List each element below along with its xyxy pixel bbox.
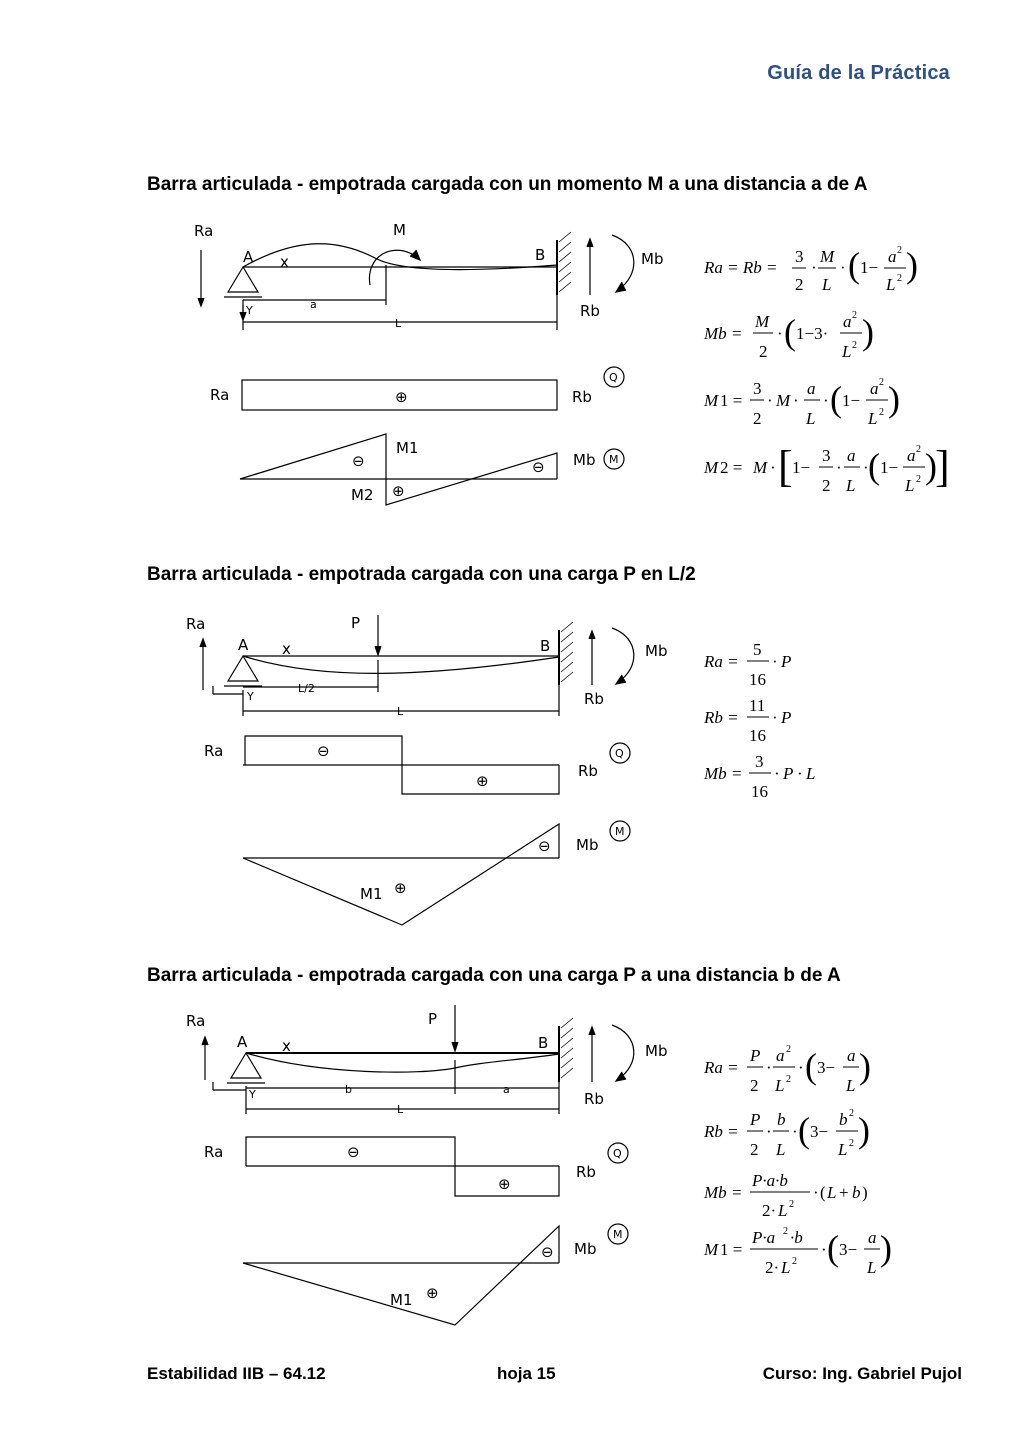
label-Rb: Rb (584, 1090, 604, 1108)
svg-text:a: a (907, 446, 916, 465)
label-Q: Q (613, 1147, 622, 1160)
sign-plus: ⊕ (395, 388, 408, 406)
svg-text:a: a (807, 379, 816, 398)
svg-text:·b: ·b (790, 1228, 803, 1247)
svg-text:2·: 2· (762, 1201, 777, 1220)
label-L2: L/2 (298, 682, 315, 695)
svg-text:·: · (811, 258, 817, 277)
svg-text:2: 2 (916, 474, 921, 485)
svg-text:b: b (839, 1110, 848, 1129)
svg-text:2: 2 (822, 476, 831, 495)
svg-text:a: a (870, 379, 879, 398)
svg-text:2: 2 (786, 1074, 791, 1085)
svg-text:(: ( (798, 1110, 810, 1150)
svg-text:[: [ (778, 442, 793, 491)
label-Mb: Mb (645, 642, 668, 660)
svg-text:L: L (886, 275, 896, 294)
beam-diagram-2 (200, 615, 634, 925)
svg-text:·: · (767, 391, 773, 410)
svg-text:a: a (847, 446, 856, 465)
svg-text:·: · (772, 652, 778, 671)
svg-text:Ra =: Ra = (704, 1058, 739, 1077)
label-Rb-q: Rb (578, 762, 598, 780)
label-L: L (395, 317, 402, 330)
sign-minus: ⊖ (352, 452, 365, 470)
svg-text:+: + (839, 1183, 849, 1202)
svg-text:1−: 1− (842, 391, 861, 410)
label-Rb: Rb (584, 690, 604, 708)
svg-text:·: · (863, 458, 869, 477)
svg-text:·: · (770, 458, 776, 477)
svg-text:·: · (772, 708, 778, 727)
svg-text:2: 2 (792, 1256, 797, 1267)
svg-text:3: 3 (755, 752, 764, 771)
formula-s3-ra (703, 1044, 871, 1095)
label-Y: Y (249, 1088, 256, 1101)
svg-text:1−: 1− (860, 258, 879, 277)
svg-text:M: M (755, 312, 770, 331)
label-Mb-m: Mb (573, 451, 596, 469)
svg-text:): ) (862, 312, 874, 352)
svg-text:M: M (820, 247, 835, 266)
svg-text:2: 2 (750, 1076, 759, 1095)
label-x: x (282, 1037, 291, 1055)
svg-text:3: 3 (753, 379, 762, 398)
svg-text:]: ] (935, 442, 950, 491)
svg-text:16: 16 (749, 670, 766, 689)
svg-text:L: L (905, 476, 915, 495)
svg-text:b: b (777, 1110, 786, 1129)
svg-text:·: · (836, 458, 842, 477)
svg-text:2: 2 (783, 1226, 788, 1237)
svg-text:2: 2 (897, 273, 902, 284)
svg-text:2: 2 (759, 342, 768, 361)
label-B: B (535, 246, 546, 264)
svg-text:(: ( (848, 245, 860, 285)
sign-plus: ⊕ (426, 1284, 439, 1302)
svg-text:P·a·b: P·a·b (752, 1171, 788, 1190)
label-M2: M2 (351, 486, 374, 504)
svg-text:2: 2 (786, 1044, 791, 1055)
label-Mcirc: M (615, 825, 625, 838)
sign-minus: ⊖ (541, 1243, 554, 1261)
svg-text:L: L (838, 1140, 848, 1159)
svg-text:·: · (792, 1122, 798, 1141)
section-title-3: Barra articulada - empotrada cargada con una carga P a una distancia b de A (147, 965, 841, 986)
svg-text:·: · (766, 1122, 772, 1141)
svg-text:L: L (781, 1258, 791, 1277)
label-B: B (538, 1034, 549, 1052)
svg-text:1−: 1− (880, 458, 899, 477)
page-header-title: Guía de la Práctica (767, 62, 950, 84)
label-A: A (237, 1033, 248, 1051)
svg-text:L: L (842, 342, 852, 361)
svg-text:2: 2 (852, 340, 857, 351)
beam-diagram-1 (198, 232, 634, 505)
svg-text:2: 2 (879, 407, 884, 418)
svg-text:M: M (704, 391, 719, 410)
svg-text:2: 2 (753, 409, 762, 428)
svg-text:L: L (822, 275, 832, 294)
formula-s3-m1 (703, 1226, 892, 1277)
svg-text:·: · (840, 258, 846, 277)
svg-text:3−: 3− (839, 1240, 858, 1259)
svg-text:L: L (806, 409, 816, 428)
formula-s2-ra (703, 640, 791, 689)
svg-text:): ) (858, 1110, 870, 1150)
label-Mcirc: M (609, 453, 619, 466)
label-Ra-q: Ra (204, 742, 224, 760)
formula-s1-m1 (703, 377, 900, 428)
svg-text:P: P (783, 764, 794, 783)
svg-text:P·a: P·a (752, 1228, 776, 1247)
svg-text:·: · (766, 1058, 772, 1077)
svg-text:M: M (704, 1240, 719, 1259)
svg-text:M: M (776, 391, 791, 410)
svg-text:L: L (806, 764, 816, 783)
svg-text:·: · (774, 764, 780, 783)
label-x: x (280, 253, 289, 271)
svg-text:(: ( (784, 312, 796, 352)
svg-text:2: 2 (849, 1108, 854, 1119)
label-Rb-q: Rb (576, 1163, 596, 1181)
label-M1: M1 (360, 885, 383, 903)
svg-text:): ) (880, 1228, 892, 1268)
label-Mb: Mb (641, 250, 664, 268)
svg-text:P: P (781, 652, 792, 671)
label-Q: Q (609, 371, 618, 384)
label-B: B (540, 637, 551, 655)
svg-text:L: L (776, 1140, 786, 1159)
svg-text:): ) (859, 1046, 871, 1086)
svg-text:M: M (753, 458, 768, 477)
formula-s3-mb (703, 1171, 868, 1220)
svg-text:P: P (750, 1110, 761, 1129)
svg-text:·: · (793, 391, 799, 410)
beam-diagram-3 (202, 1005, 634, 1325)
label-Y: Y (246, 304, 253, 317)
label-Rb: Rb (580, 302, 600, 320)
label-P: P (351, 614, 361, 632)
svg-text:11: 11 (749, 696, 766, 715)
label-Ra-q: Ra (204, 1143, 224, 1161)
svg-text:Rb =: Rb = (704, 708, 739, 727)
svg-text:1−: 1− (792, 458, 811, 477)
svg-text:2: 2 (879, 377, 884, 388)
formula-s2-rb (703, 696, 791, 745)
svg-text:L: L (778, 1201, 788, 1220)
svg-text:L: L (846, 1076, 856, 1095)
svg-text:1 =: 1 = (720, 1240, 743, 1259)
label-Mb-m: Mb (574, 1240, 597, 1258)
svg-text:(: ( (820, 1183, 826, 1202)
label-Ra: Ra (186, 1012, 206, 1030)
sign-plus: ⊕ (476, 772, 489, 790)
svg-text:5: 5 (753, 640, 762, 659)
sign-minus: ⊖ (538, 837, 551, 855)
label-L: L (397, 1103, 404, 1116)
sign-minus: ⊖ (317, 742, 330, 760)
svg-text:P: P (781, 708, 792, 727)
section-title-2: Barra articulada - empotrada cargada con una carga P en L/2 (147, 564, 696, 585)
svg-text:a: a (776, 1046, 785, 1065)
svg-text:3−: 3− (810, 1122, 829, 1141)
formula-s3-rb (703, 1108, 870, 1159)
svg-text:3: 3 (822, 446, 831, 465)
label-a: a (310, 298, 317, 311)
svg-text:Mb =: Mb = (704, 324, 743, 343)
svg-text:3: 3 (795, 247, 804, 266)
svg-text:L: L (868, 409, 878, 428)
svg-text:2: 2 (916, 444, 921, 455)
label-Y: Y (247, 690, 254, 703)
label-a: a (503, 1083, 510, 1096)
svg-text:(: ( (868, 446, 880, 486)
svg-text:Ra =: Ra = (704, 652, 739, 671)
svg-text:a: a (888, 247, 897, 266)
formula-s1-m2 (703, 442, 950, 495)
svg-text:·: · (797, 764, 803, 783)
svg-text:L: L (775, 1076, 785, 1095)
footer-course: Estabilidad IIB – 64.12 (147, 1364, 326, 1383)
svg-text:16: 16 (751, 782, 768, 801)
formulas (703, 245, 950, 1277)
label-M1: M1 (390, 1291, 413, 1309)
svg-text:·: · (777, 324, 783, 343)
label-Q: Q (615, 747, 624, 760)
svg-text:): ) (888, 379, 900, 419)
svg-text:a: a (843, 312, 852, 331)
svg-text:): ) (862, 1183, 868, 1202)
label-Mb-m: Mb (576, 836, 599, 854)
svg-text:2: 2 (849, 1138, 854, 1149)
svg-text:a: a (868, 1228, 877, 1247)
svg-text:·: · (798, 1058, 804, 1077)
svg-text:(: ( (827, 1228, 839, 1268)
svg-text:(: ( (830, 379, 842, 419)
svg-text:L: L (827, 1183, 837, 1202)
label-Mcirc: M (613, 1228, 623, 1241)
svg-text:): ) (906, 245, 918, 285)
section-title-1: Barra articulada - empotrada cargada con un momento M a una distancia a de A (147, 174, 868, 195)
label-M: M (393, 221, 406, 239)
svg-text:L: L (867, 1258, 877, 1277)
svg-text:Rb =: Rb = (704, 1122, 739, 1141)
label-A: A (238, 636, 249, 654)
svg-text:3−: 3− (817, 1058, 836, 1077)
svg-text:L: L (846, 476, 856, 495)
svg-text:2: 2 (852, 310, 857, 321)
svg-text:Mb =: Mb = (704, 764, 743, 783)
svg-text:·: · (813, 1183, 819, 1202)
formula-s1-mb (703, 310, 874, 361)
svg-text:Ra = Rb =: Ra = Rb = (704, 258, 778, 277)
formula-s1-ra-rb (703, 245, 918, 294)
svg-text:2: 2 (750, 1140, 759, 1159)
svg-text:a: a (847, 1046, 856, 1065)
label-A: A (243, 248, 254, 266)
sign-minus: ⊖ (347, 1143, 360, 1161)
svg-text:M: M (704, 458, 719, 477)
label-Ra: Ra (186, 615, 206, 633)
svg-text:(: ( (805, 1046, 817, 1086)
svg-text:Mb =: Mb = (704, 1183, 743, 1202)
sign-plus: ⊕ (392, 482, 405, 500)
svg-text:16: 16 (749, 726, 766, 745)
svg-text:·: · (821, 1240, 827, 1259)
label-M1: M1 (396, 439, 419, 457)
sign-plus: ⊕ (394, 879, 407, 897)
label-x: x (282, 640, 291, 658)
label-b: b (345, 1083, 352, 1096)
label-P: P (428, 1010, 438, 1028)
svg-text:2·: 2· (765, 1258, 780, 1277)
formula-s2-mb (703, 752, 815, 801)
svg-text:1 =: 1 = (720, 391, 743, 410)
label-Ra-q: Ra (210, 386, 230, 404)
svg-text:P: P (750, 1046, 761, 1065)
svg-text:b: b (852, 1183, 861, 1202)
label-Ra: Ra (194, 222, 214, 240)
footer-instructor: Curso: Ing. Gabriel Pujol (762, 1364, 962, 1383)
label-L: L (397, 705, 404, 718)
svg-text:2 =: 2 = (720, 458, 743, 477)
svg-text:): ) (925, 446, 937, 486)
footer-page: hoja 15 (497, 1364, 556, 1383)
svg-text:2: 2 (897, 245, 902, 256)
sign-minus: ⊖ (532, 458, 545, 476)
svg-text:·: · (823, 391, 829, 410)
label-Mb: Mb (645, 1042, 668, 1060)
sign-plus: ⊕ (498, 1175, 511, 1193)
svg-text:2: 2 (789, 1199, 794, 1210)
svg-text:1−3·: 1−3· (796, 324, 829, 343)
svg-text:2: 2 (795, 275, 804, 294)
label-Rb-q: Rb (572, 388, 592, 406)
